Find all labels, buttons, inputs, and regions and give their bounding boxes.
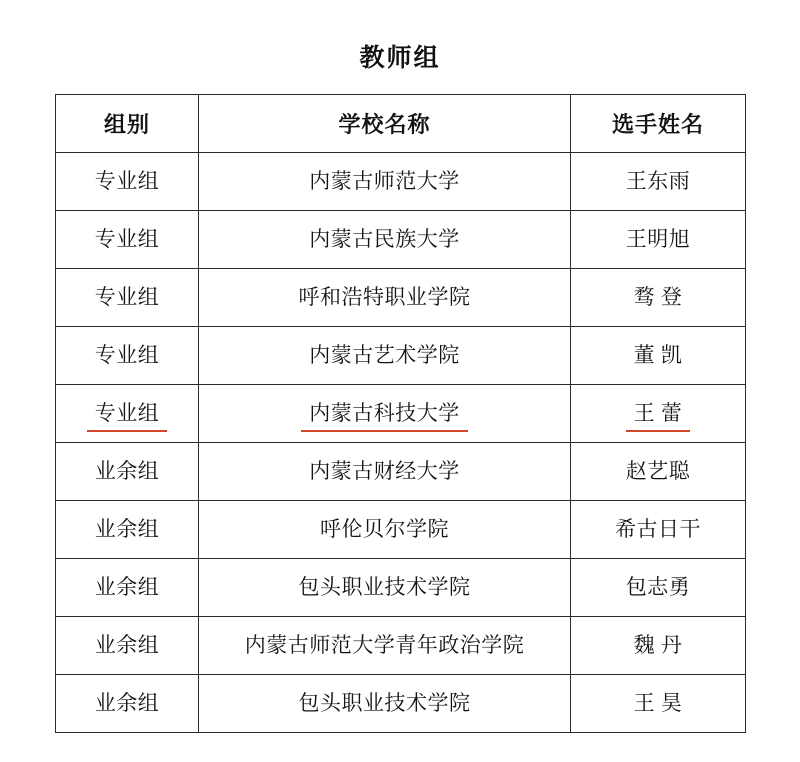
cell-school-text: 呼伦贝尔学院 <box>320 517 449 541</box>
cell-name-text: 王 蕾 <box>632 397 685 430</box>
table-row <box>56 153 746 211</box>
table-header-row <box>56 95 746 153</box>
cell-name-text: 董 凯 <box>633 343 683 367</box>
table-row <box>56 327 746 385</box>
table-row-highlighted <box>56 385 746 443</box>
cell-school <box>199 443 571 501</box>
cell-group-text: 专业组 <box>94 285 160 309</box>
cell-group-text: 专业组 <box>94 169 160 193</box>
table-header <box>56 95 746 153</box>
cell-group <box>56 211 199 269</box>
table-row <box>56 443 746 501</box>
cell-school-text: 内蒙古科技大学 <box>307 397 462 430</box>
cell-name <box>571 501 746 559</box>
cell-name <box>571 617 746 675</box>
cell-school-text: 内蒙古民族大学 <box>309 227 460 251</box>
cell-school <box>199 211 571 269</box>
cell-name-text: 王东雨 <box>625 169 691 193</box>
table-row <box>56 559 746 617</box>
cell-group <box>56 153 199 211</box>
column-header-group: 组别 <box>56 95 199 153</box>
table-row <box>56 269 746 327</box>
cell-school-text: 内蒙古师范大学 <box>309 169 460 193</box>
cell-name-text: 魏 丹 <box>633 633 683 657</box>
cell-school <box>199 269 571 327</box>
cell-group-text: 业余组 <box>94 459 160 483</box>
cell-group <box>56 327 199 385</box>
cell-name-text: 赵艺聪 <box>625 459 691 483</box>
table-body <box>56 153 746 733</box>
cell-name-text: 包志勇 <box>625 575 691 599</box>
table-row <box>56 211 746 269</box>
cell-group <box>56 269 199 327</box>
cell-group <box>56 385 199 443</box>
page-title: 教师组 <box>359 45 441 72</box>
cell-school-text: 内蒙古师范大学青年政治学院 <box>244 633 525 657</box>
cell-school <box>199 559 571 617</box>
cell-name <box>571 675 746 733</box>
cell-school <box>199 385 571 443</box>
cell-school-text: 包头职业技术学院 <box>298 691 471 715</box>
cell-group <box>56 675 199 733</box>
table-row <box>56 501 746 559</box>
cell-name <box>571 385 746 443</box>
column-header-name: 选手姓名 <box>571 95 746 153</box>
cell-name-text: 王 昊 <box>633 691 683 715</box>
cell-group <box>56 617 199 675</box>
cell-group <box>56 501 199 559</box>
cell-school-text: 内蒙古财经大学 <box>309 459 460 483</box>
cell-name <box>571 269 746 327</box>
cell-name <box>571 211 746 269</box>
cell-name <box>571 559 746 617</box>
results-table <box>55 94 746 733</box>
cell-school <box>199 617 571 675</box>
cell-school <box>199 327 571 385</box>
table-row <box>56 617 746 675</box>
cell-group-text: 业余组 <box>94 633 160 657</box>
column-header-school: 学校名称 <box>199 95 571 153</box>
results-table-container <box>55 94 745 733</box>
cell-name-text: 王明旭 <box>625 227 691 251</box>
cell-group-text: 业余组 <box>94 691 160 715</box>
cell-group-text: 专业组 <box>93 397 162 430</box>
cell-group-text: 专业组 <box>94 343 160 367</box>
cell-school-text: 内蒙古艺术学院 <box>309 343 460 367</box>
cell-group <box>56 443 199 501</box>
cell-name <box>571 327 746 385</box>
cell-group-text: 业余组 <box>94 575 160 599</box>
cell-group-text: 业余组 <box>94 517 160 541</box>
cell-school-text: 包头职业技术学院 <box>298 575 471 599</box>
cell-name-text: 希古日干 <box>615 517 701 541</box>
cell-name-text: 骛 登 <box>633 285 683 309</box>
cell-school <box>199 501 571 559</box>
cell-school <box>199 675 571 733</box>
cell-group-text: 专业组 <box>94 227 160 251</box>
cell-school-text: 呼和浩特职业学院 <box>298 285 471 309</box>
cell-name <box>571 443 746 501</box>
cell-name <box>571 153 746 211</box>
table-row <box>56 675 746 733</box>
cell-school <box>199 153 571 211</box>
cell-group <box>56 559 199 617</box>
